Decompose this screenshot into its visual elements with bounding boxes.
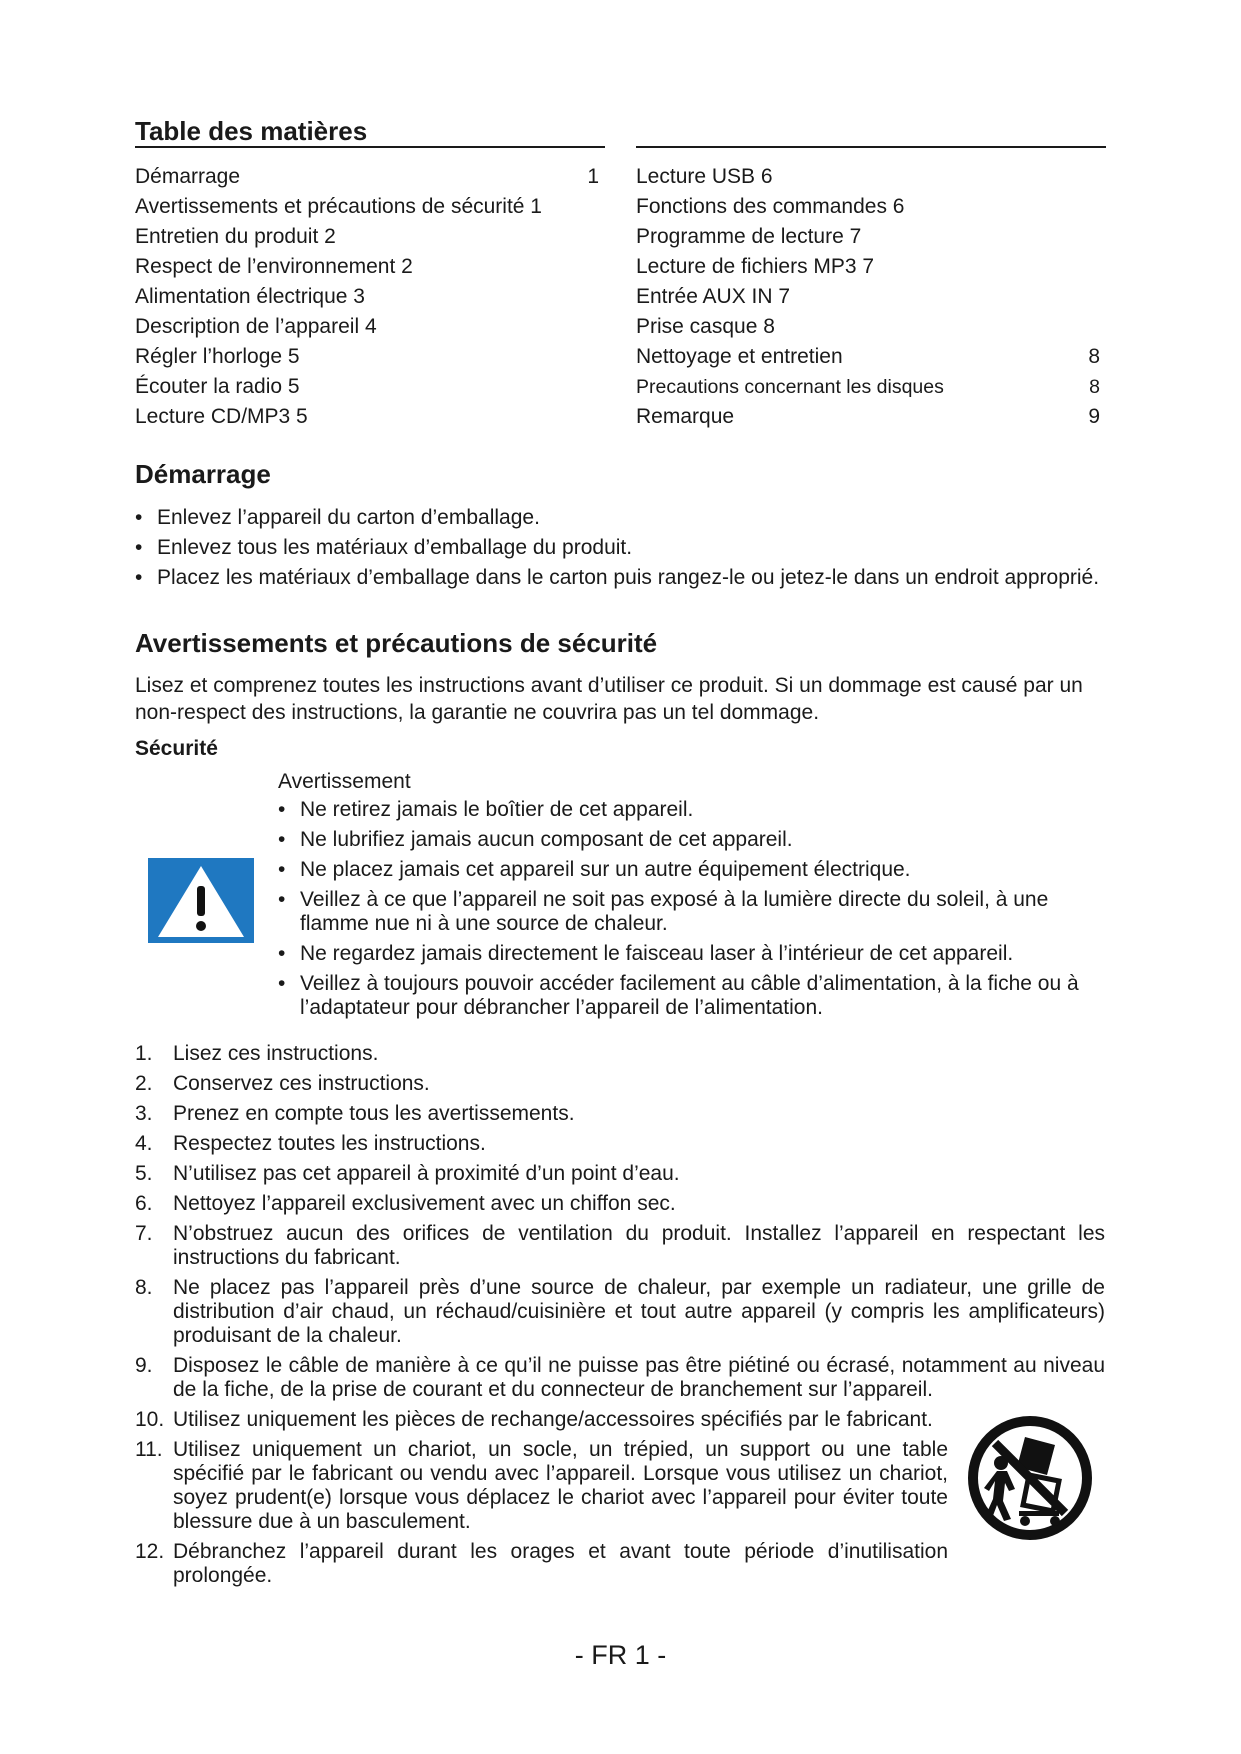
toc-entry[interactable]: Programme de lecture 7 (636, 225, 862, 248)
list-item: • Ne retirez jamais le boîtier de cet appareil. (278, 798, 694, 821)
list-item: • Ne placez jamais cet appareil sur un autre équipement électrique. (278, 858, 911, 881)
bullet: • (278, 828, 286, 851)
list-item: • Enlevez l’appareil du carton d’emballage. (135, 503, 1105, 533)
list-item: 10. Utilisez uniquement les pièces de rechange/accessoires spécifiés par le fabricant. (135, 1408, 933, 1431)
toc-entry[interactable]: Description de l’appareil 4 (135, 315, 377, 338)
toc-right-column (636, 112, 1106, 432)
section-title-securite: Avertissements et précautions de sécurité (135, 628, 658, 658)
toc-entry[interactable]: Avertissements et précautions de sécurité 1 (135, 195, 542, 218)
toc-entry[interactable]: Lecture de fichiers MP3 7 (636, 255, 875, 278)
toc-entry[interactable]: Prise casque 8 (636, 315, 775, 338)
no-cart-tipover-icon (967, 1415, 1093, 1541)
bullet: • (135, 566, 143, 589)
bullet: • (135, 536, 143, 559)
toc-header-rule (636, 112, 1106, 148)
toc-page-number: 8 (1089, 376, 1100, 398)
toc-entry[interactable]: Lecture USB 6 (636, 165, 773, 188)
toc-header (135, 112, 605, 148)
toc-entry[interactable]: Entretien du produit 2 (135, 225, 336, 248)
list-item: 12. Débranchez l’appareil durant les orages et avant toute période d’inutilisation prolongée. (135, 1540, 948, 1587)
toc-entry[interactable]: Régler l’horloge 5 (135, 345, 300, 368)
list-item: 5. N’utilisez pas cet appareil à proximité d’un point d’eau. (135, 1162, 680, 1185)
list-item: • Ne regardez jamais directement le faisceau laser à l’intérieur de cet appareil. (278, 942, 1014, 965)
toc-entry[interactable]: Démarrage 1 (135, 162, 605, 192)
bullet: • (135, 506, 143, 529)
toc-entry[interactable]: Alimentation électrique 3 (135, 285, 365, 308)
securite-subheading: Sécurité (135, 737, 218, 760)
demarrage-list (135, 503, 1105, 593)
toc-entry[interactable]: Respect de l’environnement 2 (135, 255, 413, 278)
list-item: 2. Conservez ces instructions. (135, 1072, 430, 1095)
toc-left-list (135, 162, 605, 432)
bullet: • (278, 858, 286, 881)
toc-entry[interactable]: Remarque 9 (636, 402, 1106, 432)
bullet: • (278, 972, 286, 995)
list-item: 1. Lisez ces instructions. (135, 1042, 379, 1065)
list-item: • Placez les matériaux d’emballage dans le carton puis rangez-le ou jetez-le dans un endroit approprié. (135, 563, 1105, 593)
toc-title: Table des matières (135, 116, 368, 146)
list-item: 6. Nettoyez l’appareil exclusivement avec un chiffon sec. (135, 1192, 676, 1215)
bullet: • (278, 942, 286, 965)
toc-page-number: 1 (587, 165, 599, 188)
securite-intro: Lisez et comprenez toutes les instructions avant d’utiliser ce produit. Si un dommage est causé par un non-respect des instructions, la garantie ne couvrira pas un tel dommage. (135, 674, 1083, 724)
page-number-footer: - FR 1 - (574, 1640, 667, 1670)
toc-page-number: 9 (1088, 405, 1100, 428)
toc-entry[interactable]: Nettoyage et entretien 8 (636, 342, 1106, 372)
list-item: 11. Utilisez uniquement un chariot, un socle, un trépied, un support ou une table spécifié par le fabricant ou vendu avec l’appareil. Lorsque vous utilisez un chariot, soyez prudent(e) lorsque vous déplacez le chariot avec l’appareil pour éviter toute blessure due à un basculement. (135, 1438, 948, 1533)
toc-left-column (135, 112, 605, 432)
toc-entry[interactable]: Fonctions des commandes 6 (636, 195, 905, 218)
list-item: 4. Respectez toutes les instructions. (135, 1132, 486, 1155)
list-item: 8. Ne placez pas l’appareil près d’une source de chaleur, par exemple un radiateur, une grille de distribution d’air chaud, un réchaud/cuisinière et tout autre appareil (y compris les amplificateurs) produisant de la chaleur. (135, 1276, 1105, 1347)
warning-triangle-icon (148, 858, 254, 943)
warning-list (278, 798, 1108, 1020)
safety-instructions-list (135, 1042, 1105, 1594)
warning-block (278, 768, 1108, 1026)
toc-entry[interactable]: Entrée AUX IN 7 (636, 285, 791, 308)
bullet: • (278, 798, 286, 821)
list-item: 3. Prenez en compte tous les avertissements. (135, 1102, 575, 1125)
list-item: 7. N’obstruez aucun des orifices de ventilation du produit. Installez l’appareil en respectant les instructions du fabricant. (135, 1222, 1105, 1269)
list-item: 9. Disposez le câble de manière à ce qu’il ne puisse pas être piétiné ou écrasé, notamment au niveau de la fiche, de la prise de courant et du connecteur de branchement sur l’appareil. (135, 1354, 1105, 1401)
toc-right-list (636, 162, 1106, 432)
toc-page-number: 8 (1088, 345, 1100, 368)
list-item: • Veillez à toujours pouvoir accéder facilement au câble d’alimentation, à la fiche ou à l’adaptateur pour débrancher l’appareil de l’alimentation. (278, 972, 1079, 1019)
toc-entry[interactable]: Écouter la radio 5 (135, 375, 300, 398)
toc-entry[interactable]: Lecture CD/MP3 5 (135, 405, 308, 428)
list-item: • Ne lubrifiez jamais aucun composant de cet appareil. (278, 828, 793, 851)
section-title-demarrage: Démarrage (135, 459, 271, 489)
list-item: • Enlevez tous les matériaux d’emballage du produit. (135, 533, 1105, 563)
toc-entry[interactable]: Precautions concernant les disques 8 (636, 372, 1106, 402)
warning-title: Avertissement (278, 770, 411, 793)
bullet: • (278, 888, 286, 911)
list-item: • Veillez à ce que l’appareil ne soit pas exposé à la lumière directe du soleil, à une flamme nue ni à une source de chaleur. (278, 888, 1049, 935)
